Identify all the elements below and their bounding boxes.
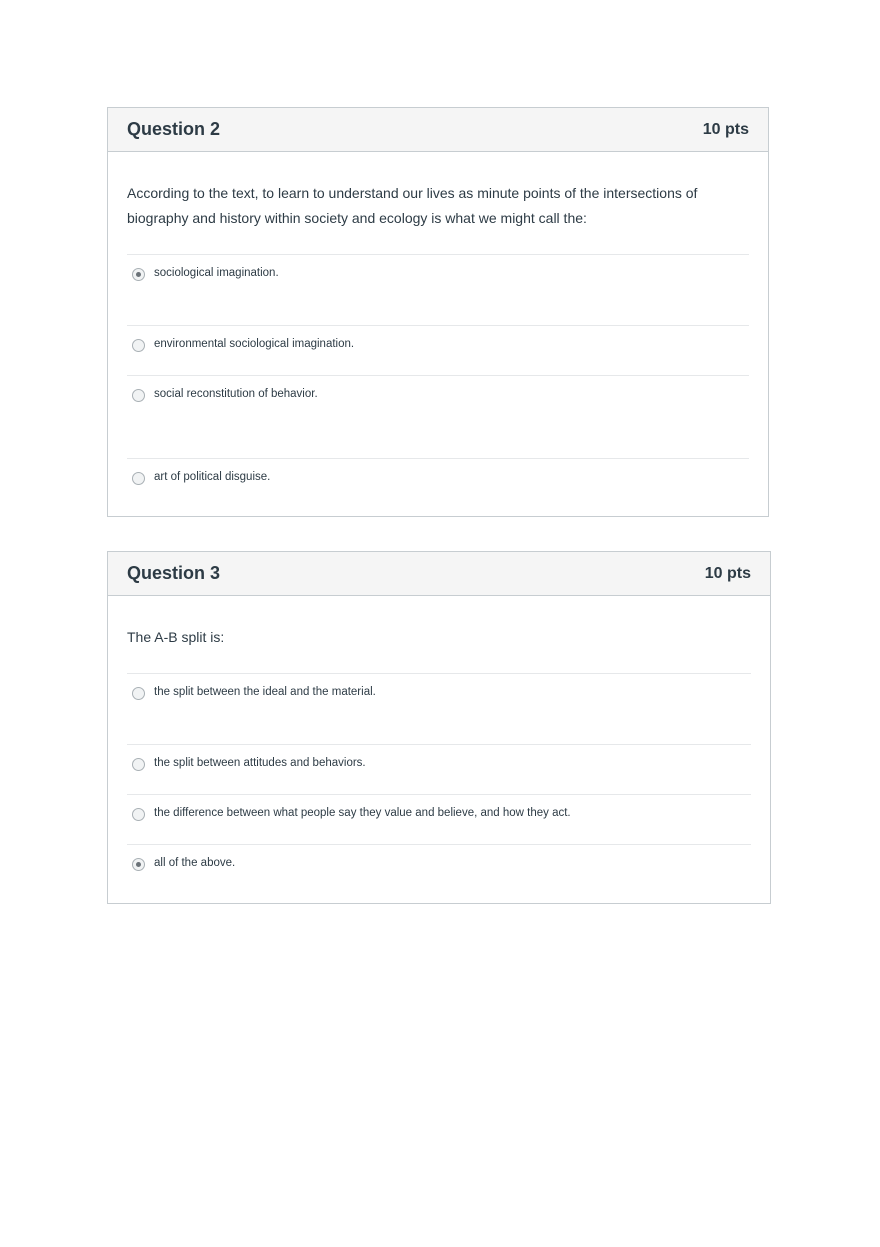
question-points: 10 pts bbox=[702, 120, 749, 138]
question-body bbox=[108, 596, 770, 895]
answer-list bbox=[127, 254, 749, 509]
radio-button[interactable] bbox=[132, 268, 145, 281]
question-header bbox=[108, 552, 770, 596]
question-text: The A-B split is: bbox=[127, 629, 225, 645]
answer-option[interactable] bbox=[127, 795, 751, 845]
answer-label[interactable]: social reconstitution of behavior. bbox=[154, 388, 318, 400]
answer-option[interactable] bbox=[127, 674, 751, 745]
question-title: Question 2 bbox=[127, 119, 221, 139]
question-text: According to the text, to learn to understand our lives as minute points of the intersections of biography and history within society and ecology is what we might call the: bbox=[127, 185, 698, 226]
radio-button[interactable] bbox=[132, 858, 145, 871]
answer-option[interactable] bbox=[127, 255, 749, 326]
radio-button[interactable] bbox=[132, 472, 145, 485]
radio-button[interactable] bbox=[132, 389, 145, 402]
question-points: 10 pts bbox=[704, 564, 751, 582]
answer-option[interactable] bbox=[127, 459, 749, 509]
radio-button[interactable] bbox=[132, 808, 145, 821]
radio-button[interactable] bbox=[132, 687, 145, 700]
answer-label[interactable]: all of the above. bbox=[154, 857, 236, 869]
answer-option[interactable] bbox=[127, 326, 749, 376]
question-header bbox=[108, 108, 768, 152]
answer-list bbox=[127, 673, 751, 895]
answer-label[interactable]: art of political disguise. bbox=[154, 471, 271, 483]
answer-option[interactable] bbox=[127, 745, 751, 795]
radio-button[interactable] bbox=[132, 339, 145, 352]
answer-label[interactable]: the split between attitudes and behaviors. bbox=[154, 757, 366, 769]
question-body bbox=[108, 152, 768, 509]
answer-option[interactable] bbox=[127, 845, 751, 895]
radio-button[interactable] bbox=[132, 758, 145, 771]
answer-label[interactable]: the split between the ideal and the material. bbox=[154, 686, 376, 698]
question-card-2 bbox=[107, 107, 769, 517]
answer-label[interactable]: sociological imagination. bbox=[154, 267, 279, 279]
question-card-3 bbox=[107, 551, 771, 904]
answer-label[interactable]: the difference between what people say they value and believe, and how they act. bbox=[154, 807, 571, 819]
answer-label[interactable]: environmental sociological imagination. bbox=[154, 338, 355, 350]
answer-option[interactable] bbox=[127, 376, 749, 459]
question-title: Question 3 bbox=[127, 563, 221, 583]
